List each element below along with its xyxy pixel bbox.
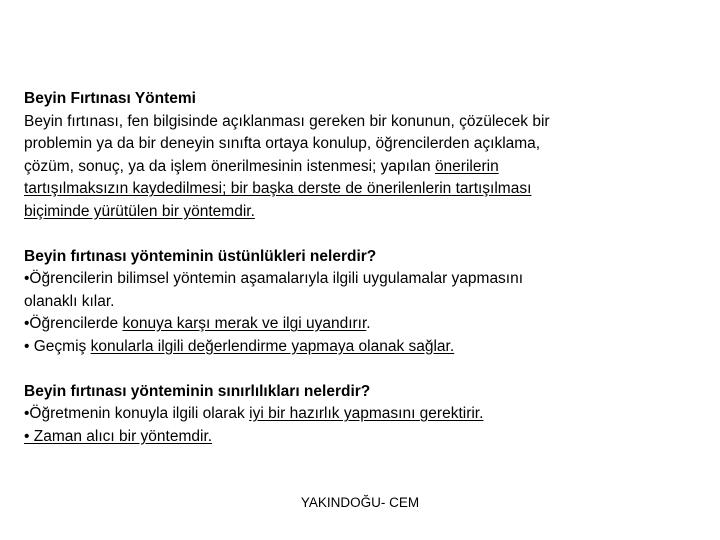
definition-line-3-underlined: önerilerin [434,157,499,175]
definition-line-3 [24,156,704,179]
definition-heading: Beyin Fırtınası Yöntemi [24,90,196,107]
advantages-section [24,246,704,359]
advantage-item-3 [24,336,704,359]
definition-line-1: Beyin fırtınası, fen bilgisinde açıklanması gereken bir konunun, çözülecek bir [24,112,550,130]
definition-line-2: problemin ya da bir deneyin sınıfta ortaya konulup, öğrencilerden açıklama, [24,135,541,152]
definition-section [24,88,704,223]
advantages-heading: Beyin fırtınası yönteminin üstünlükleri nelerdir? [24,247,377,265]
definition-line-4: tartışılmaksızın kaydedilmesi; bir başka derste de önerilenlerin tartışılması [24,180,532,197]
limitations-section [24,381,704,449]
advantage-item-3-underlined: konularla ilgili değerlendirme yapmaya olanak sağlar. [90,337,455,355]
definition-line-3-text: çözüm, sonuç, ya da işlem önerilmesinin istenmesi; yapılan [24,157,435,175]
limitations-heading: Beyin fırtınası yönteminin sınırlılıkları nelerdir? [24,382,371,400]
advantage-item-3-text: • Geçmiş [24,337,91,355]
advantage-item-2 [24,313,704,336]
advantage-item-2-underlined: konuya karşı merak ve ilgi uyandırır [122,315,367,332]
slide-content [24,88,704,448]
advantage-item-1-line-2: olanaklı kılar. [24,292,115,310]
advantage-item-2-end: . [366,315,371,332]
slide-footer: YAKINDOĞU- CEM [300,495,420,510]
limitation-item-1-underlined: iyi bir hazırlık yapmasını gerektirir. [249,405,484,422]
limitation-item-2: • Zaman alıcı bir yöntemdir. [24,427,213,445]
definition-line-5: biçiminde yürütülen bir yöntemdir. [24,202,255,220]
advantage-item-2-text: •Öğrencilerde [24,315,123,332]
limitation-item-1 [24,403,704,426]
limitation-item-1-text: •Öğretmenin konuyla ilgili olarak [24,405,250,422]
advantage-item-1-line-1: •Öğrencilerin bilimsel yöntemin aşamalarıyla ilgili uygulamalar yapmasını [24,270,524,287]
